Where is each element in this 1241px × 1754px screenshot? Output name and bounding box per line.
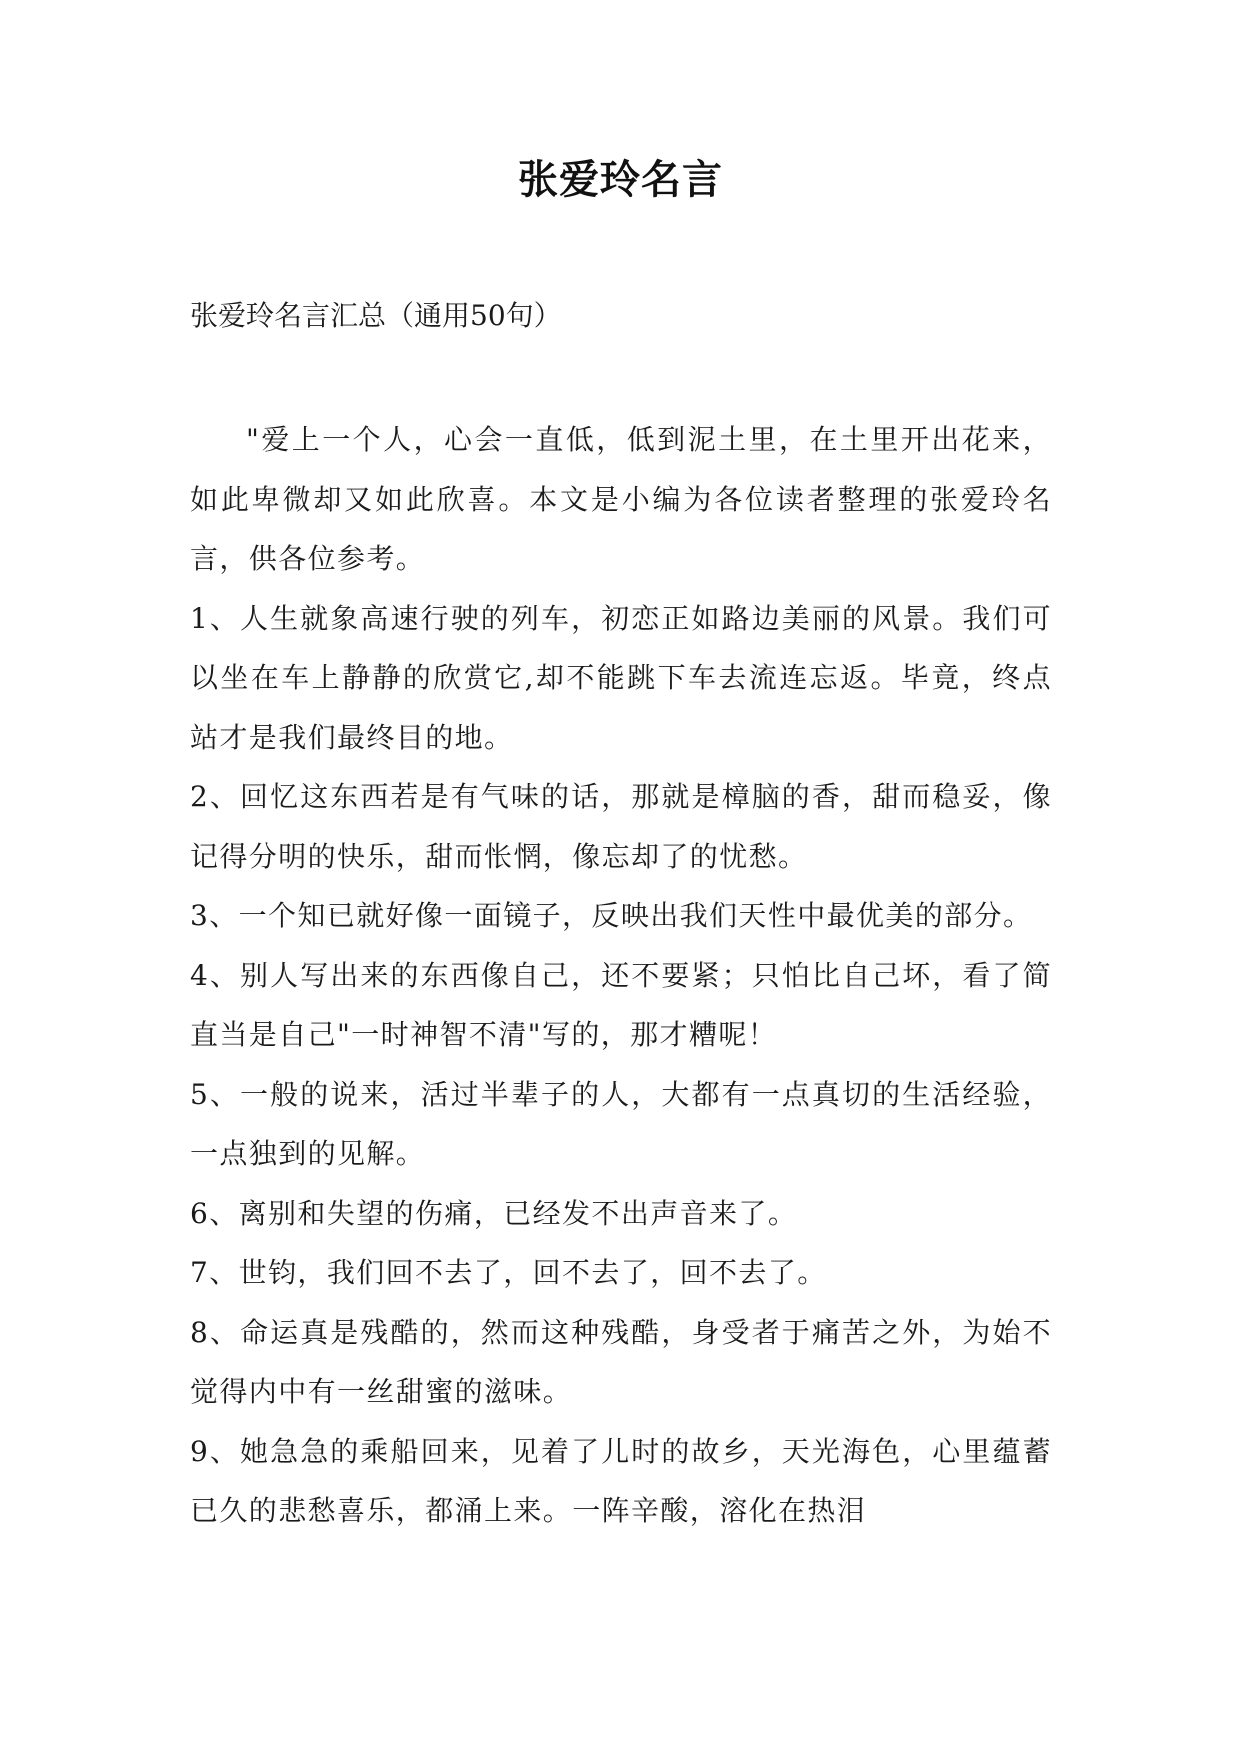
document-body xyxy=(190,410,1052,1541)
document-title: 张爱玲名言 xyxy=(518,157,723,203)
quote-paragraph-9: 9、她急急的乘船回来，见着了儿时的故乡，天光海色，心里蕴蓄已久的悲愁喜乐，都涌上来。一阵辛酸，溶化在热泪 xyxy=(190,1434,1052,1527)
quote-paragraph-5: 5、一般的说来，活过半辈子的人，大都有一点真切的生活经验，一点独到的见解。 xyxy=(190,1077,1052,1170)
quote-paragraph-1: 1、人生就象高速行驶的列车，初恋正如路边美丽的风景。我们可以坐在车上静静的欣赏它,却不能跳下车去流连忘返。毕竟，终点站才是我们最终目的地。 xyxy=(190,601,1052,754)
quote-paragraph-3: 3、一个知已就好像一面镜子，反映出我们天性中最优美的部分。 xyxy=(190,899,1033,932)
quote-paragraph-2: 2、回忆这东西若是有气味的话，那就是樟脑的香，甜而稳妥，像记得分明的快乐，甜而怅惘，像忘却了的忧愁。 xyxy=(190,780,1052,873)
document-subtitle: 张爱玲名言汇总（通用50句） xyxy=(190,299,562,332)
quote-paragraph-8: 8、命运真是残酷的，然而这种残酷，身受者于痛苦之外，为始不觉得内中有一丝甜蜜的滋味。 xyxy=(190,1315,1052,1408)
quote-paragraph-7: 7、世钧，我们回不去了，回不去了，回不去了。 xyxy=(190,1256,827,1289)
quote-paragraph-4: 4、别人写出来的东西像自己，还不要紧；只怕比自己坏，看了简直当是自己"一时神智不清"写的，那才糟呢！ xyxy=(190,958,1052,1051)
intro-paragraph: "爱上一个人，心会一直低，低到泥土里，在土里开出花来，如此卑微却又如此欣喜。本文是小编为各位读者整理的张爱玲名言，供各位参考。 xyxy=(190,423,1052,575)
quote-paragraph-6: 6、离别和失望的伤痛，已经发不出声音来了。 xyxy=(190,1196,798,1230)
